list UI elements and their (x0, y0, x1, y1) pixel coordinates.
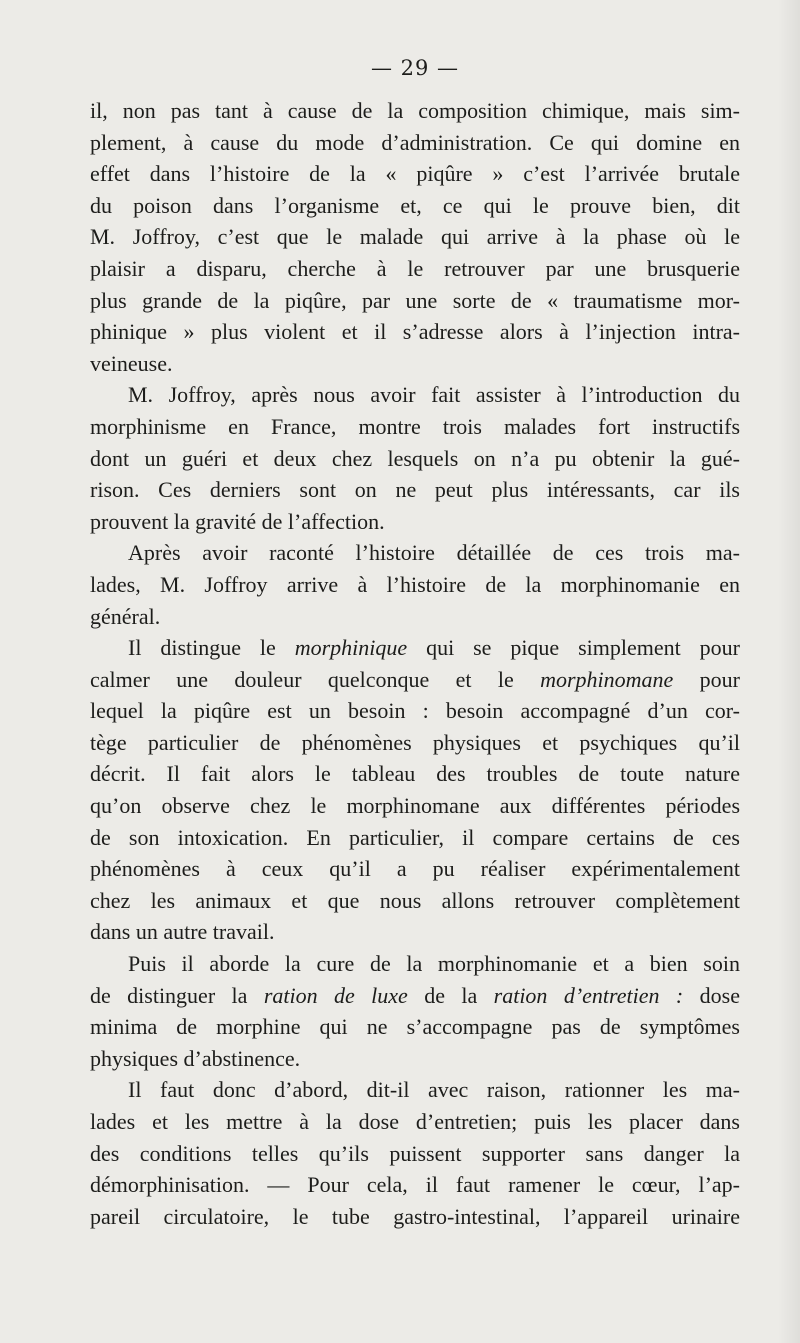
text-line (90, 601, 740, 633)
text-line (90, 1169, 740, 1201)
text-segment: veineuse. (90, 350, 173, 376)
text-segment: effet dans l’histoire de la « piqûre » c’est l’arrivée brutale (90, 161, 740, 187)
text-line (90, 506, 740, 538)
text-segment: il, non pas tant à cause de la composition chimique, mais sim- (90, 98, 740, 123)
text-line (90, 632, 740, 664)
text-segment: du poison dans l’organisme et, ce qui le prouve bien, dit (90, 192, 740, 218)
text-line (90, 1043, 740, 1075)
text-segment: dose (683, 982, 740, 1008)
text-segment: de son intoxication. En particulier, il compare certains de ces (90, 824, 740, 850)
text-line (90, 758, 740, 790)
text-line (90, 790, 740, 822)
text-segment: lades, M. Joffroy arrive à l’histoire de la morphinomanie en (90, 571, 740, 597)
text-line (90, 285, 740, 317)
body-text (90, 95, 740, 1232)
text-line (90, 1011, 740, 1043)
text-line (90, 822, 740, 854)
text-segment: calmer une douleur quelconque et le (90, 666, 541, 692)
text-segment: Après avoir raconté l’histoire détaillée de ces trois ma- (128, 540, 740, 566)
text-line (90, 316, 740, 348)
text-line (90, 221, 740, 253)
text-segment: qui se pique simplement pour (407, 635, 740, 661)
text-segment: Il faut donc d’abord, dit-il avec raison, rationner les ma- (128, 1077, 740, 1103)
text-line (90, 95, 740, 127)
text-segment: décrit. Il fait alors le tableau des troubles de toute nature (90, 761, 740, 787)
text-line (90, 537, 740, 569)
text-segment: M. Joffroy, c’est que le malade qui arrive à la phase où le (90, 224, 740, 250)
text-line (90, 948, 740, 980)
text-segment: de distinguer la (90, 982, 264, 1008)
text-segment: chez les animaux et que nous allons retrouver complètement (90, 887, 740, 913)
page-edge-shadow (778, 0, 800, 1343)
text-line (90, 1201, 740, 1233)
text-line (90, 980, 740, 1012)
text-segment: prouvent la gravité de l’affection. (90, 508, 385, 534)
text-segment: pour (673, 666, 740, 692)
text-segment: dans un autre travail. (90, 919, 275, 945)
text-line (90, 474, 740, 506)
text-segment: dont un guéri et deux chez lesquels on n’a pu obtenir la gué- (90, 445, 740, 471)
text-segment: lequel la piqûre est un besoin : besoin accompagné d’un cor- (90, 698, 740, 724)
italic-text: morphinomane (540, 666, 674, 692)
text-line (90, 885, 740, 917)
text-segment: phinique » plus violent et il s’adresse alors à l’injection intra- (90, 319, 740, 345)
text-segment: général. (90, 603, 161, 629)
text-segment: morphinisme en France, montre trois malades fort instructifs (90, 413, 740, 439)
page-number: — 29 — (370, 56, 460, 80)
text-segment: Il distingue le (128, 635, 295, 661)
text-segment: démorphinisation. — Pour cela, il faut ramener le cœur, l’ap- (90, 1172, 740, 1198)
text-line (90, 569, 740, 601)
text-segment: Puis il aborde la cure de la morphinomanie et a bien soin (128, 951, 740, 977)
text-line (90, 158, 740, 190)
text-line (90, 664, 740, 696)
italic-text: ration de luxe (263, 982, 408, 1008)
text-line (90, 443, 740, 475)
text-line (90, 190, 740, 222)
text-line (90, 348, 740, 380)
text-segment: plaisir a disparu, cherche à le retrouver par une brusquerie (90, 255, 740, 281)
text-segment: lades et les mettre à la dose d’entretien; puis les placer dans (90, 1109, 740, 1134)
text-segment: phénomènes à ceux qu’il a pu réaliser expérimentalement (90, 856, 740, 882)
text-segment: de la (407, 982, 494, 1008)
italic-text: ration d’entretien : (493, 982, 684, 1008)
text-line (90, 853, 740, 885)
text-line (90, 411, 740, 443)
italic-text: morphinique (294, 635, 408, 661)
text-segment: pareil circulatoire, le tube gastro-intestinal, l’appareil urinaire (90, 1203, 740, 1229)
text-line (90, 695, 740, 727)
text-line (90, 1138, 740, 1170)
text-line (90, 253, 740, 285)
text-line (90, 1074, 740, 1106)
text-segment: des conditions telles qu’ils puissent supporter sans danger la (90, 1140, 740, 1166)
text-line (90, 1106, 740, 1138)
text-segment: M. Joffroy, après nous avoir fait assister à l’introduction du (128, 382, 740, 408)
text-line (90, 379, 740, 411)
text-segment: rison. Ces derniers sont on ne peut plus intéressants, car ils (90, 477, 740, 503)
text-segment: plement, à cause du mode d’administration. Ce qui domine en (90, 129, 740, 155)
text-line (90, 916, 740, 948)
text-segment: tège particulier de phénomènes physiques et psychiques qu’il (90, 729, 740, 755)
text-segment: physiques d’abstinence. (90, 1045, 301, 1071)
text-segment: plus grande de la piqûre, par une sorte de « traumatisme mor- (90, 287, 740, 313)
text-line (90, 127, 740, 159)
text-line (90, 727, 740, 759)
text-segment: qu’on observe chez le morphinomane aux différentes périodes (90, 793, 740, 819)
text-segment: minima de morphine qui ne s’accompagne pas de symptômes (90, 1014, 740, 1040)
